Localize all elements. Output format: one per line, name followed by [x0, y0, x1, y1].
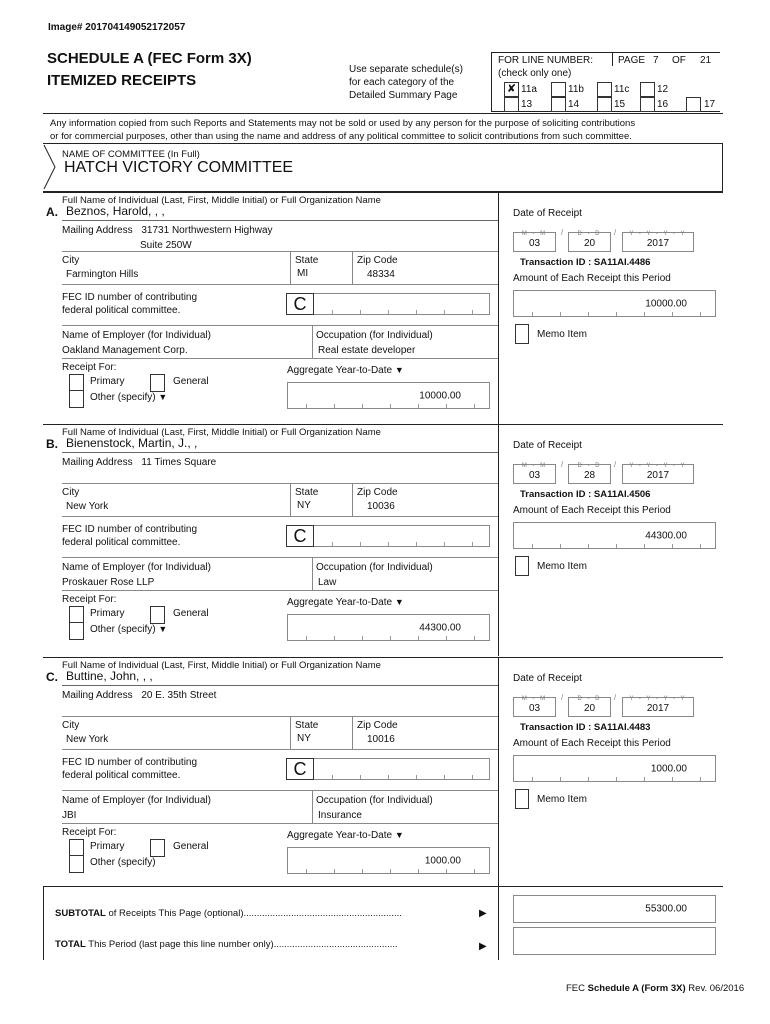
fec-id-label-line-2: federal political committee.: [62, 537, 181, 548]
year-value: 2017: [646, 703, 670, 714]
line-14-label: 14: [568, 99, 580, 110]
footer-form-name: Schedule A (Form 3X): [587, 983, 686, 994]
other-dropdown-icon[interactable]: ▼: [158, 392, 168, 402]
total-field[interactable]: [513, 927, 716, 955]
image-id: Image# 201704149052172057: [48, 22, 186, 33]
month-value: 03: [528, 470, 541, 481]
address-line-1[interactable]: 11 Times Square: [141, 457, 217, 468]
full-name-label: Full Name of Individual (Last, First, Middle Initial) or Full Organization Name: [62, 427, 381, 438]
mailing-address: [62, 457, 216, 468]
address-line-1[interactable]: 31731 Northwestern Highway: [141, 225, 273, 236]
memo-checkbox[interactable]: [515, 324, 529, 344]
aggregate-value: 44300.00: [419, 622, 461, 633]
line-16-label: 16: [657, 99, 669, 110]
subtotal-arrow-icon: ▶: [479, 908, 487, 919]
entry-letter: A.: [46, 205, 58, 219]
date-month-field[interactable]: [513, 697, 556, 717]
line-17-label: 17: [704, 99, 716, 110]
fec-id-label-line-2: federal political committee.: [62, 770, 181, 781]
line-11c-checkbox[interactable]: [597, 82, 612, 97]
other-specify: [90, 624, 167, 635]
date-separator: /: [561, 693, 564, 702]
committee-chevron-icon: [43, 143, 59, 191]
general-label: General: [173, 608, 209, 619]
fec-id-label-line-1: FEC ID number of contributing: [62, 292, 198, 303]
form-footer: [566, 983, 744, 994]
mailing-address-label: Mailing Address: [62, 457, 133, 468]
check-only-one-label: (check only one): [498, 68, 572, 79]
zip-value[interactable]: 10016: [367, 734, 395, 745]
page-label: PAGE: [618, 55, 646, 66]
occupation-value[interactable]: Real estate developer: [318, 345, 416, 356]
use-sep-line-3: Detailed Summary Page: [349, 90, 458, 101]
date-year-field[interactable]: [622, 232, 694, 252]
line-13-label: 13: [521, 99, 533, 110]
transaction-id: Transaction ID : SA11AI.4483: [520, 722, 651, 733]
aggregate-down-icon: ▼: [394, 830, 404, 840]
fec-id-field[interactable]: [314, 293, 490, 315]
address-line-1[interactable]: 20 E. 35th Street: [141, 690, 217, 701]
day-value: 20: [583, 703, 596, 714]
day-value: 28: [583, 470, 596, 481]
date-year-field[interactable]: [622, 464, 694, 484]
other-checkbox[interactable]: [69, 855, 84, 873]
state-value[interactable]: MI: [297, 268, 309, 279]
line-15-label: 15: [614, 99, 626, 110]
footer-revision: Rev. 06/2016: [685, 983, 745, 994]
occupation-value[interactable]: Law: [318, 577, 337, 588]
contributor-name[interactable]: Bienenstock, Martin, J., ,: [66, 436, 198, 450]
primary-label: Primary: [90, 376, 125, 387]
amount-value: 44300.00: [645, 530, 687, 541]
fec-id-label-line-1: FEC ID number of contributing: [62, 757, 198, 768]
amount-label: Amount of Each Receipt this Period: [513, 273, 671, 284]
line-13-checkbox[interactable]: [504, 97, 519, 112]
employer-value[interactable]: Oakland Management Corp.: [62, 345, 188, 356]
aggregate-label-text: Aggregate Year-to-Date: [287, 597, 393, 608]
date-year-field[interactable]: [622, 697, 694, 717]
zip-value[interactable]: 10036: [367, 501, 395, 512]
aggregate-label: [287, 830, 404, 841]
city-value[interactable]: New York: [66, 734, 109, 745]
day-hint: D - D: [577, 231, 602, 237]
other-specify-label: Other (specify): [90, 857, 156, 868]
line-11a-checkbox[interactable]: ✘: [504, 82, 519, 97]
fec-id-field[interactable]: [314, 525, 490, 547]
other-specify: [90, 857, 156, 868]
date-of-receipt-label: Date of Receipt: [513, 440, 582, 451]
aggregate-down-icon: ▼: [394, 365, 404, 375]
fec-id-c-box[interactable]: C: [286, 525, 314, 547]
memo-checkbox[interactable]: [515, 556, 529, 576]
of-label: OF: [672, 55, 686, 66]
primary-label: Primary: [90, 841, 125, 852]
other-specify-label: Other (specify): [90, 392, 156, 403]
aggregate-label-text: Aggregate Year-to-Date: [287, 830, 393, 841]
mailing-address-label: Mailing Address: [62, 225, 133, 236]
year-value: 2017: [646, 238, 670, 249]
total-arrow-icon: ▶: [479, 941, 487, 952]
use-sep-line-1: Use separate schedule(s): [349, 64, 463, 75]
total-label-bold: TOTAL: [55, 939, 86, 950]
transaction-id: Transaction ID : SA11AI.4486: [520, 257, 651, 268]
date-of-receipt-label: Date of Receipt: [513, 208, 582, 219]
general-label: General: [173, 376, 209, 387]
zip-value[interactable]: 48334: [367, 269, 395, 280]
subtotal-label-rest: of Receipts This Page (optional)............................................................: [105, 908, 402, 919]
full-name-label: Full Name of Individual (Last, First, Middle Initial) or Full Organization Name: [62, 195, 381, 206]
aggregate-label: [287, 365, 404, 376]
state-value[interactable]: NY: [297, 733, 311, 744]
amount-value: 1000.00: [650, 763, 687, 774]
amount-label: Amount of Each Receipt this Period: [513, 505, 671, 516]
year-hint: Y - Y - Y - Y: [629, 463, 687, 469]
page-number: 7: [653, 55, 659, 66]
fec-id-label-line-2: federal political committee.: [62, 305, 181, 316]
fec-id-c-box[interactable]: C: [286, 293, 314, 315]
line-11b-checkbox[interactable]: [551, 82, 566, 97]
fec-id-c-box[interactable]: C: [286, 758, 314, 780]
occupation-value[interactable]: Insurance: [318, 810, 362, 821]
other-dropdown-icon[interactable]: ▼: [158, 624, 168, 634]
line-15-checkbox[interactable]: [597, 97, 612, 112]
fec-id-label: [62, 291, 197, 317]
employer-value[interactable]: JBI: [62, 810, 77, 821]
memo-checkbox[interactable]: [515, 789, 529, 809]
mailing-address: [62, 225, 273, 236]
year-hint: Y - Y - Y - Y: [629, 696, 687, 702]
aggregate-field[interactable]: [287, 614, 490, 641]
other-checkbox[interactable]: [69, 390, 84, 408]
city-label: City: [62, 487, 80, 498]
memo-item-label: Memo Item: [537, 329, 588, 340]
occupation-label: Occupation (for Individual): [316, 330, 433, 341]
primary-label: Primary: [90, 608, 125, 619]
subtotal-label: [55, 908, 402, 919]
fec-id-label: [62, 523, 197, 549]
month-hint: M - M: [521, 696, 548, 702]
date-separator: /: [561, 228, 564, 237]
line-14-checkbox[interactable]: [551, 97, 566, 112]
day-hint: D - D: [577, 696, 602, 702]
other-specify-label: Other (specify): [90, 624, 156, 635]
state-label: State: [295, 720, 319, 731]
occupation-label: Occupation (for Individual): [316, 562, 433, 573]
date-of-receipt-label: Date of Receipt: [513, 673, 582, 684]
address-line-2[interactable]: Suite 250W: [140, 240, 192, 251]
employer-label: Name of Employer (for Individual): [62, 330, 211, 341]
total-label-rest: This Period (last page this line number only)...............................................: [85, 939, 398, 950]
subtotal-value: 55300.00: [645, 903, 687, 915]
date-separator: /: [614, 460, 617, 469]
disclaimer-line-1: Any information copied from such Reports and Statements may not be sold or used by any person for the purpose of soliciting contributions: [50, 118, 636, 129]
amount-value: 10000.00: [645, 298, 687, 309]
total-label: [55, 939, 398, 950]
contributor-name[interactable]: Beznos, Harold, , ,: [66, 204, 165, 218]
zip-label: Zip Code: [357, 255, 398, 266]
for-line-number-label: FOR LINE NUMBER:: [498, 55, 594, 66]
aggregate-value: 1000.00: [424, 855, 461, 866]
amount-field[interactable]: [513, 522, 716, 549]
other-specify: [90, 392, 167, 403]
memo-item-label: Memo Item: [537, 561, 588, 572]
entry-letter: C.: [46, 670, 58, 684]
line-12-label: 12: [657, 84, 669, 95]
general-label: General: [173, 841, 209, 852]
employer-value[interactable]: Proskauer Rose LLP: [62, 577, 155, 588]
date-day-field[interactable]: [568, 464, 611, 484]
footer-prefix: FEC: [566, 983, 588, 994]
full-name-label: Full Name of Individual (Last, First, Middle Initial) or Full Organization Name: [62, 660, 381, 671]
mailing-address-label: Mailing Address: [62, 690, 133, 701]
receipt-for-label: Receipt For:: [62, 827, 117, 838]
month-value: 03: [528, 703, 541, 714]
entry-letter: B.: [46, 437, 58, 451]
city-label: City: [62, 255, 80, 266]
city-value[interactable]: Farmington Hills: [66, 269, 139, 280]
form-title: SCHEDULE A (FEC Form 3X): [47, 50, 252, 67]
fec-id-label: [62, 756, 197, 782]
date-day-field[interactable]: [568, 232, 611, 252]
zip-label: Zip Code: [357, 720, 398, 731]
memo-item-label: Memo Item: [537, 794, 588, 805]
receipt-for-label: Receipt For:: [62, 594, 117, 605]
month-value: 03: [528, 238, 541, 249]
state-label: State: [295, 255, 319, 266]
aggregate-field[interactable]: [287, 382, 490, 409]
page-total: 21: [700, 55, 712, 66]
fec-id-label-line-1: FEC ID number of contributing: [62, 524, 198, 535]
committee-name-label: NAME OF COMMITTEE (In Full): [62, 149, 200, 160]
general-checkbox[interactable]: [150, 839, 165, 857]
disclaimer: [50, 117, 635, 143]
line-17-checkbox[interactable]: [686, 97, 701, 112]
line-16-checkbox[interactable]: [640, 97, 655, 112]
year-value: 2017: [646, 470, 670, 481]
subtotal-label-bold: SUBTOTAL: [55, 908, 106, 919]
use-separate-note: [349, 63, 463, 102]
aggregate-label-text: Aggregate Year-to-Date: [287, 365, 393, 376]
other-checkbox[interactable]: [69, 622, 84, 640]
day-value: 20: [583, 238, 596, 249]
employer-label: Name of Employer (for Individual): [62, 795, 211, 806]
line-11b-label: 11b: [568, 84, 584, 95]
zip-label: Zip Code: [357, 487, 398, 498]
year-hint: Y - Y - Y - Y: [629, 231, 687, 237]
amount-label: Amount of Each Receipt this Period: [513, 738, 671, 749]
receipt-for-label: Receipt For:: [62, 362, 117, 373]
employer-label: Name of Employer (for Individual): [62, 562, 211, 573]
transaction-id: Transaction ID : SA11AI.4506: [520, 489, 651, 500]
date-separator: /: [614, 693, 617, 702]
month-hint: M - M: [521, 463, 548, 469]
date-month-field[interactable]: [513, 232, 556, 252]
day-hint: D - D: [577, 463, 602, 469]
date-separator: /: [561, 460, 564, 469]
date-day-field[interactable]: [568, 697, 611, 717]
contributor-name[interactable]: Buttine, John, , ,: [66, 669, 153, 683]
line-11a-label: 11a: [521, 84, 537, 95]
month-hint: M - M: [521, 231, 548, 237]
city-value[interactable]: New York: [66, 501, 109, 512]
aggregate-label: [287, 597, 404, 608]
use-sep-line-2: for each category of the: [349, 77, 455, 88]
state-value[interactable]: NY: [297, 500, 311, 511]
amount-field[interactable]: [513, 755, 716, 782]
occupation-label: Occupation (for Individual): [316, 795, 433, 806]
general-checkbox[interactable]: [150, 606, 165, 624]
general-checkbox[interactable]: [150, 374, 165, 392]
state-label: State: [295, 487, 319, 498]
amount-field[interactable]: [513, 290, 716, 317]
aggregate-down-icon: ▼: [394, 597, 404, 607]
form-subtitle: ITEMIZED RECEIPTS: [47, 72, 197, 89]
date-separator: /: [614, 228, 617, 237]
aggregate-field[interactable]: [287, 847, 490, 874]
date-month-field[interactable]: [513, 464, 556, 484]
committee-name: HATCH VICTORY COMMITTEE: [64, 159, 294, 176]
mailing-address: [62, 690, 216, 701]
subtotal-field[interactable]: [513, 895, 716, 923]
disclaimer-line-2: or for commercial purposes, other than using the name and address of any political committee to solicit contributions from such committee.: [50, 131, 632, 142]
line-12-checkbox[interactable]: [640, 82, 655, 97]
line-11c-label: 11c: [614, 84, 630, 95]
city-label: City: [62, 720, 80, 731]
fec-id-field[interactable]: [314, 758, 490, 780]
aggregate-value: 10000.00: [419, 390, 461, 401]
